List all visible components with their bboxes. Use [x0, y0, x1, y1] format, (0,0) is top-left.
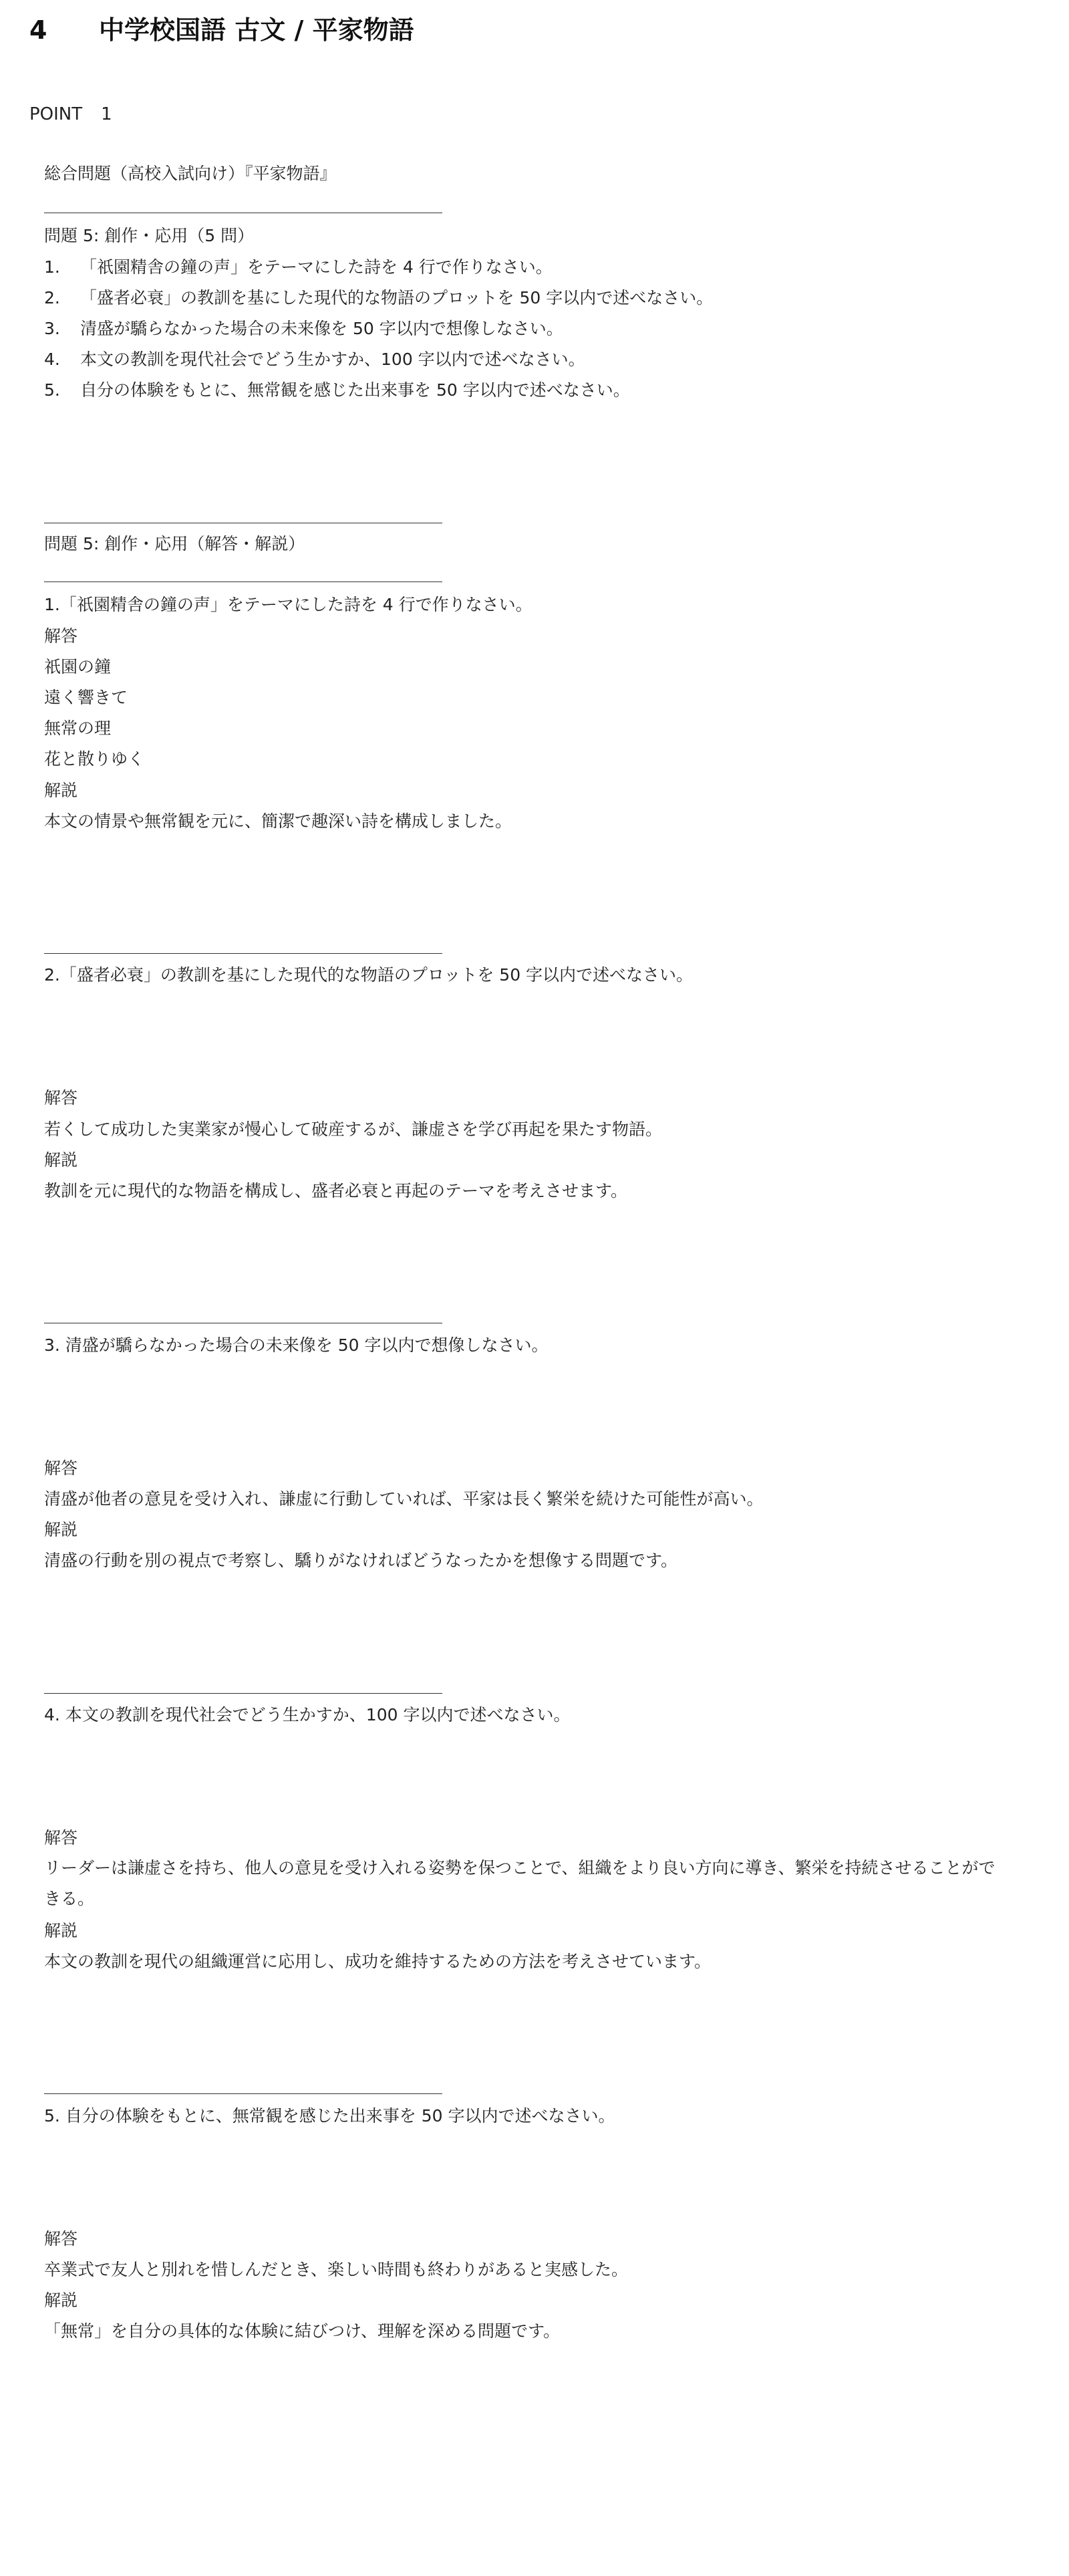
- question-item: 1. 「祇園精舎の鐘の声」をテーマにした詩を 4 行で作りなさい。: [44, 257, 553, 277]
- answer-text: リーダーは謙虚さを持ち、他人の意見を受け入れる姿勢を保つことで、組織をより良い方向に導き、繁栄を持続させることができる。: [44, 1858, 996, 1908]
- answer-line: 祇園の鐘: [44, 657, 112, 676]
- point-value: 1: [101, 104, 112, 124]
- answer-label: 解答: [44, 1088, 78, 1108]
- answer-question: 2.「盛者必衰」の教訓を基にした現代的な物語のプロットを 50 字以内で述べなさい。: [44, 965, 694, 985]
- answer-label: 解答: [44, 2229, 78, 2248]
- explanation-label: 解説: [44, 1520, 78, 1539]
- answers-heading: 問題 5: 創作・応用（解答・解説）: [44, 534, 305, 553]
- answer-text: 若くして成功した実業家が慢心して破産するが、謙虚さを学び再起を果たす物語。: [44, 1120, 663, 1139]
- page-title: 中学校国語 古文 / 平家物語: [99, 15, 414, 45]
- answer-label: 解答: [44, 1828, 78, 1847]
- answer-line: 遠く響きて: [44, 688, 128, 707]
- answer-label: 解答: [44, 1458, 78, 1478]
- page-header: [29, 9, 414, 46]
- question-item: 5. 自分の体験をもとに、無常観を感じた出来事を 50 字以内で述べなさい。: [44, 380, 630, 400]
- divider: [44, 953, 442, 954]
- explanation-text: 本文の情景や無常観を元に、簡潔で趣深い詩を構成しました。: [44, 811, 512, 831]
- answer-line: 花と散りゆく: [44, 749, 145, 769]
- divider: [44, 1693, 442, 1694]
- answer-text: 清盛が他者の意見を受け入れ、謙虚に行動していれば、平家は長く繁栄を続けた可能性が高い。: [44, 1489, 764, 1509]
- answer-label: 解答: [44, 626, 78, 646]
- section-title: 総合問題（高校入試向け）『平家物語』: [44, 164, 337, 183]
- chapter-number: 4: [29, 15, 47, 45]
- question-item: 4. 本文の教訓を現代社会でどう生かすか、100 字以内で述べなさい。: [44, 350, 585, 369]
- question-item: 2. 「盛者必衰」の教訓を基にした現代的な物語のプロットを 50 字以内で述べなさい。: [44, 288, 714, 307]
- divider: [44, 2093, 442, 2094]
- answer-text: 卒業式で友人と別れを惜しんだとき、楽しい時間も終わりがあると実感した。: [44, 2260, 629, 2279]
- answer-question: 5. 自分の体験をもとに、無常観を感じた出来事を 50 字以内で述べなさい。: [44, 2106, 615, 2126]
- explanation-label: 解説: [44, 1150, 78, 1170]
- answer-question: 1.「祇園精舎の鐘の声」をテーマにした詩を 4 行で作りなさい。: [44, 595, 532, 614]
- explanation-text: 清盛の行動を別の視点で考察し、驕りがなければどうなったかを想像する問題です。: [44, 1551, 678, 1570]
- explanation-text: 「無常」を自分の具体的な体験に結びつけ、理解を深める問題です。: [44, 2321, 561, 2341]
- answer-line: 無常の理: [44, 719, 112, 738]
- answer-question: 3. 清盛が驕らなかった場合の未来像を 50 字以内で想像しなさい。: [44, 1335, 549, 1355]
- explanation-text: 教訓を元に現代的な物語を構成し、盛者必衰と再起のテーマを考えさせます。: [44, 1181, 628, 1200]
- question-item: 3. 清盛が驕らなかった場合の未来像を 50 字以内で想像しなさい。: [44, 319, 563, 338]
- explanation-label: 解説: [44, 781, 78, 800]
- questions-heading: 問題 5: 創作・応用（5 問）: [44, 226, 255, 245]
- answer-question: 4. 本文の教訓を現代社会でどう生かすか、100 字以内で述べなさい。: [44, 1705, 571, 1724]
- explanation-label: 解説: [44, 1921, 78, 1940]
- explanation-label: 解説: [44, 2291, 78, 2310]
- point-label: POINT 1: [29, 104, 112, 124]
- explanation-text: 本文の教訓を現代の組織運営に応用し、成功を維持するための方法を考えさせています。: [44, 1952, 712, 1971]
